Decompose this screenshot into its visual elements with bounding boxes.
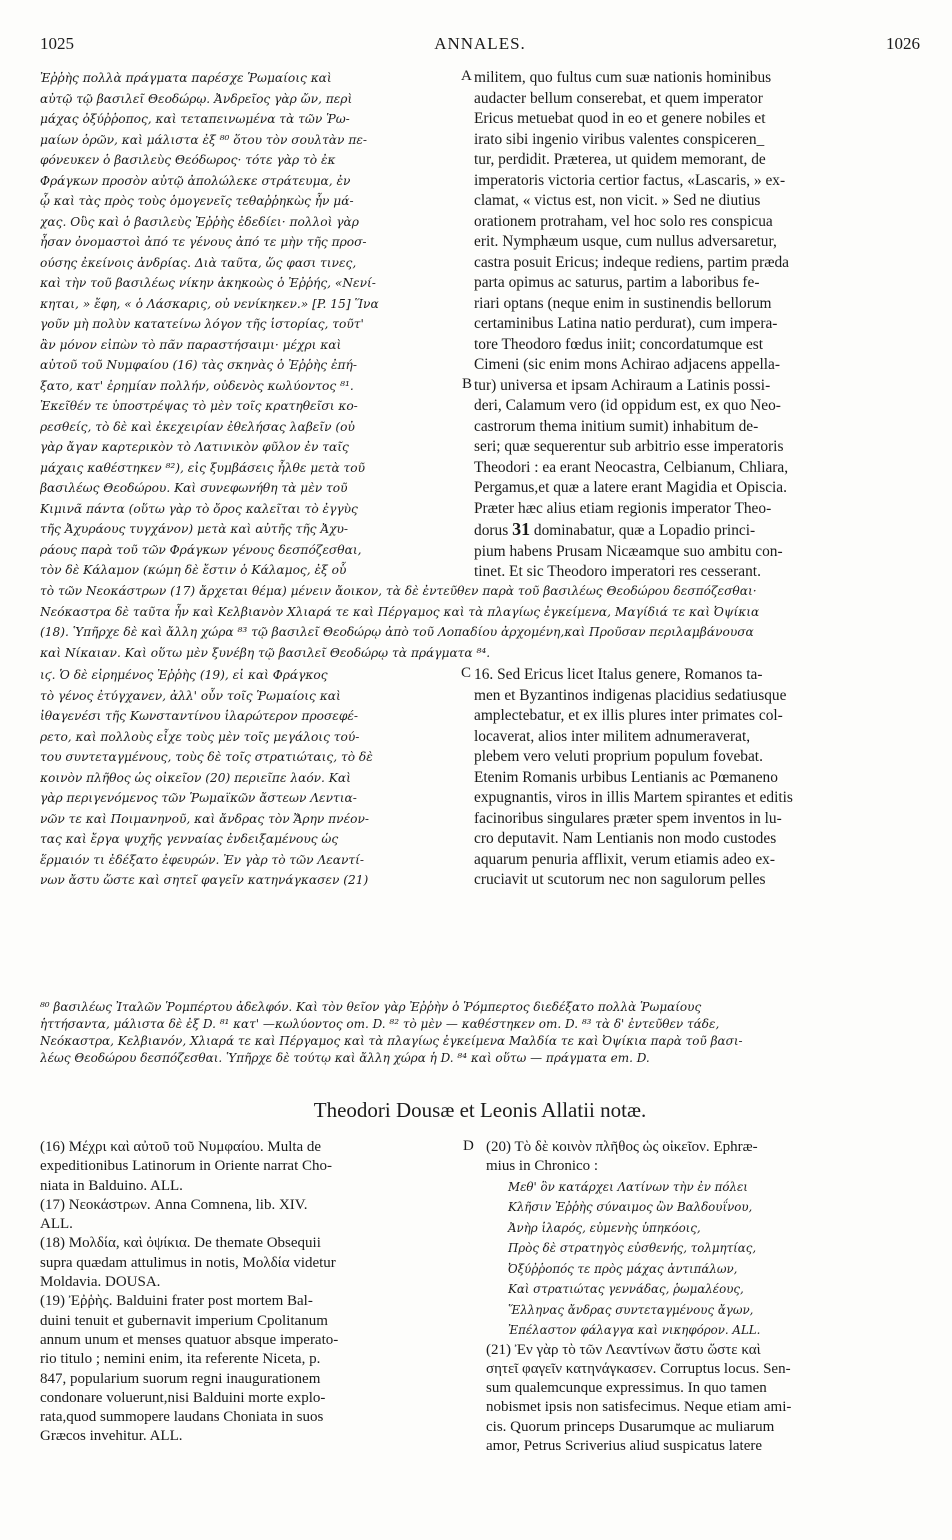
greek-text-line: Ἐῤῥὴς πολλὰ πράγματα παρέσχε Ῥωμαίοις καὶ <box>40 71 332 85</box>
latin-text-line: aquarum penuria afflixit, verum etiamis adeo ex- <box>474 850 776 868</box>
note-line: amor, Petrus Scriverius aliud suspicatus latere <box>486 1438 762 1455</box>
note-line: duini tenuit et gubernavit imperium Cpolitanum <box>40 1312 328 1329</box>
margin-marker-c: C <box>461 665 472 681</box>
greek-text-line: γοῦν μὴ πολὺν κατατείνω λόγον τῆς ἱστορίας, τοῦτ' <box>40 317 364 331</box>
latin-text-line: imperatoris victoria certior factus, «Lascaris, » ex- <box>474 171 786 189</box>
note-line: sum qualemcunque expressimus. In quo tamen <box>486 1380 767 1397</box>
latin-text-line: cruciavit ut scutorum nec non sagulorum pelles <box>474 871 766 888</box>
latin-text-line: 16. Sed Ericus licet Italus genere, Romanos ta- <box>474 666 763 683</box>
greek-text-line: ἕρμαιόν τι ἐδέξατο ἐφευρών. Ἐν γὰρ τὸ τῶν Λεαντί- <box>40 852 365 867</box>
latin-text-line: castrorum thema initium sumit) inhabitum de- <box>474 417 759 435</box>
latin-text-line: Etenim Romanis urbibus Lentianis ac Pœmaneno <box>474 768 778 786</box>
latin-text-line: tur, perdidit. Præterea, ut quidem memorant, de <box>474 151 766 168</box>
poem-line: Ἀνὴρ ἱλαρός, εὐμενὴς ὑπηκόοις, <box>508 1220 701 1235</box>
greek-text-line: ιϛ. Ὁ δὲ εἰρημένος Ἐῤῥὴς (19), εἰ καὶ Φράγκος <box>40 668 328 682</box>
latin-text-line: castra posuit Ericus; indeque rediens, partim præda <box>474 253 789 271</box>
greek-text-line: ρεσθείς, τὸ δὲ καὶ ἐκεχειρίαν ἐθελήσας λαβεῖν (οὐ <box>40 419 355 434</box>
note-line: rata,quod summopere laudans Choniata in suos <box>40 1409 324 1426</box>
note-line: (17) Νεοκάστρων. Anna Comnena, lib. XIV. <box>40 1196 308 1213</box>
note-line: mius in Chronico : <box>486 1158 599 1175</box>
greek-text-line: Κιμινᾶ πάντα (οὕτω γὰρ τὸ ὄρος καλεῖται τὸ ἐγγὺς <box>40 501 358 516</box>
greek-text-line: ρετο, καὶ πολλοὺς εἶχε τοὺς μὲν τοῖς μεγάλοις τού- <box>40 729 360 744</box>
greek-full-width-lines <box>40 581 920 663</box>
margin-marker-b: B <box>462 376 473 392</box>
greek-text-line: καὶ τὴν τοῦ βασιλέως νίκην ἀκηκοὼς ὁ Ἐῤῥής, «Νενί- <box>40 276 376 290</box>
latin-column-second <box>474 665 920 891</box>
greek-text-line: μάχαις καθέστηκεν ⁸²), εἰς ξυμβάσεις ἦλθε μετὰ τοῦ <box>40 460 366 475</box>
latin-text-line: parta opimus ac saturus, partim a laboribus fe- <box>474 274 760 291</box>
greek-text-line: βασιλέως Θεοδώρου. Καὶ συνεφωνήθη τὰ μὲν τοῦ <box>40 481 348 495</box>
greek-text-line: ράους παρὰ τοῦ τῶν Φράγκων γένους δεσπόζεσθαι, <box>40 542 362 557</box>
greek-column-second <box>40 665 458 891</box>
note-line: rio titulo ; nemini enim, ita referente Niceta, p. <box>40 1351 321 1368</box>
greek-text-line: μάχας ὀξύῤῥοπος, καὶ τεταπεινωμένα τὰ τῶν Ῥω- <box>40 112 350 126</box>
latin-text-line: irato sibi ingenio viribus valentes conspiceren_ <box>474 130 765 148</box>
poem-line: Πρὸς δὲ στρατηγὸς εὐσθενής, τολμητίας, <box>508 1241 757 1256</box>
note-line: Græcos invehitur. ALL. <box>40 1428 183 1445</box>
greek-text-line: του συντεταγμένους, τοὺς δὲ τοῖς στρατιώταις, τὸ δὲ <box>40 750 373 764</box>
greek-text-line: ἰθαγενέσι τῆς Κωνσταντίνου ἱλαρώτερον προσεφέ- <box>40 709 359 723</box>
greek-text-line: φόνευκεν ὁ βασιλεὺς Θεόδωρος· τότε γὰρ τὸ ἐκ <box>40 153 336 167</box>
column-number-31: 31 <box>512 519 531 539</box>
note-line: 847, popularium suorum regni inaugurationem <box>40 1370 321 1387</box>
greek-text-line: κηται, » ἔφη, « ὁ Λάσκαρις, οὐ νενίκηκεν.» [P. 15] Ἵνα <box>40 296 379 311</box>
latin-text-line: clamat, « victus est, non vicit. » Sed ne diutius <box>474 192 761 209</box>
greek-full-line: Νεόκαστρα δὲ ταῦτα ἦν καὶ Κελβιανὸν Χλιαρά τε καὶ Πέργαμος καὶ τὰ πλαγίως ἐγκείμενα, Μαγίδιά τε καὶ Ὀψίκια <box>40 604 760 619</box>
latin-column-top <box>474 68 920 583</box>
greek-full-line: τὸ τῶν Νεοκάστρων (17) ἄρχεται θέμα) μένειν ἄοικον, τὰ δὲ ἐντεῦθεν παρὰ τοῦ βασιλέως Θεοδώρου δεσπόζεσθαι· <box>40 584 757 598</box>
latin-text-line: Pergamus,et quæ a latere erant Magidia et Opiscia. <box>474 479 787 496</box>
notes-right-column <box>486 1138 920 1456</box>
greek-full-line: καὶ Νίκαιαν. Καὶ οὕτω μὲν ξυνέβη τῷ βασιλεῖ Θεοδώρῳ τὰ πράγματα ⁸⁴. <box>40 645 491 660</box>
latin-text-line: tur) universa et ipsam Achiraum a Latinis possi- <box>474 376 771 394</box>
apparatus-line: ἡττήσαντα, μάλιστα δὲ ἐξ D. ⁸¹ κατ' —κωλύοντος om. D. ⁸² τὸ μὲν — καθέστηκεν om. D. ⁸³ τὰ δ' ἐντεῦθεν τάδε, <box>40 1017 720 1031</box>
greek-text-line: αὐτοῦ τοῦ Νυμφαίου (16) τὰς σκηνὰς ὁ Ἐῤῥὴς ἐπή- <box>40 358 357 372</box>
greek-text-line: τας καὶ ἔργα ψυχῆς γενναίας ἐνδειξαμένους ὡς <box>40 832 339 846</box>
critical-apparatus <box>40 999 920 1067</box>
greek-text-line: νων ἄστυ ὥστε καὶ σητεῖ φαγεῖν κατηνάγκασεν (21) <box>40 873 369 887</box>
note-line: supra quædam attulimus in notis, Μολδία videtur <box>40 1254 336 1271</box>
poem-line: Ἕλληνας ἄνδρας συντεταγμένους ἄγων, <box>508 1302 754 1317</box>
poem-line: Καὶ στρατιώτας γεννάδας, ῥωμαλέους, <box>508 1282 744 1297</box>
right-page-number: 1026 <box>886 34 920 53</box>
greek-text-line: ξατο, κατ' ἐρημίαν πολλήν, οὐδενὸς κωλύοντος ⁸¹. <box>40 378 354 393</box>
greek-text-line: μαίων ὁρῶν, καὶ μάλιστα ἐξ ⁸⁰ ὅτου τὸν σουλτὰν πε- <box>40 132 367 147</box>
latin-text-line: erit. Nymphæum usque, cum nullus adversaretur, <box>474 233 777 250</box>
latin-text-line: locaverat, alios inter militem adnumeraverat, <box>474 727 751 745</box>
note-line: niata in Balduino. ALL. <box>40 1177 183 1194</box>
latin-text-line: audacter bellum conserebat, et quem imperator <box>474 89 763 107</box>
poem-line: Μεθ' ὃν κατάρχει Λατίνων τὴν ἐν πόλει <box>508 1179 748 1194</box>
latin-text-line: Theodori : ea erant Neocastra, Celbianum, Chliara, <box>474 458 789 476</box>
latin-text-line: Cimeni (sic enim mons Achirao adjacens appella- <box>474 356 781 373</box>
note-line: expeditionibus Latinorum in Oriente narrat Cho- <box>40 1158 333 1175</box>
greek-text-line: ᾧ καὶ τὰς πρὸς τοὺς ὁμογενεῖς τεθαῤῥηκὼς ἦν μά- <box>40 194 354 208</box>
apparatus-line: Νεόκαστρα, Κελβιανόν, Χλιαρά τε καὶ Πέργαμος καὶ τὰ πλαγίως ἐγκείμενα Μαλδία τε καὶ Ὀψίκια παρὰ τοῦ βασι- <box>40 1034 743 1048</box>
greek-text-line: τῆς Ἀχυράους τυγχάνον) μετὰ καὶ αὐτῆς τῆς Ἀχυ- <box>40 522 349 536</box>
note-line: (20) Τὸ δὲ κοινὸν πλῆθος ὡς οἰκεῖον. Ephræ- <box>486 1139 758 1155</box>
greek-text-line: αὐτῷ τῷ βασιλεῖ Θεοδώρῳ. Ἀνδρεῖος γὰρ ὤν, περὶ <box>40 91 353 106</box>
note-line: (19) Ἐῤῥὴς. Balduini frater post mortem Bal- <box>40 1293 313 1310</box>
latin-text-line: orationem protraham, vel hoc solo res conspicua <box>474 212 773 230</box>
greek-text-line: κοινὸν πλῆθος ὡς οἰκεῖον (20) περιεῖπε λαόν. Καὶ <box>40 770 351 785</box>
greek-text-line: ἂν μόνον εἰπὼν τὸ πᾶν παραστήσαιμι· μέχρι καὶ <box>40 337 342 352</box>
greek-text-line: νῶν τε καὶ Ποιμανηνοῦ, καὶ ἄνδρας τὸν Ἄρην πνέον- <box>40 811 369 826</box>
latin-text-line: facinoribus singulares præter spem inventos in lu- <box>474 809 782 827</box>
latin-text-line: plebem vero veluti proprium populum fovebat. <box>474 748 763 765</box>
latin-text-line: tinet. Et sic Theodoro imperatori res cesserant. <box>474 563 761 580</box>
greek-text-line: χας. Οὓς καὶ ὁ βασιλεὺς Ἐῤῥὴς ἐδεδίει· πολλοὶ γὰρ <box>40 214 359 229</box>
greek-text-line: γὰρ περιγενόμενος τῶν Ῥωμαϊκῶν ἄστεων Λεντια- <box>40 791 357 805</box>
greek-text-line: ούσης ἐκείνοις ἀνδρίας. Διὰ ταῦτα, ὥς φασι τινες, <box>40 255 357 270</box>
note-line: annum unum et menses quatuor absque imperato- <box>40 1331 339 1348</box>
note-line: condonare voluerunt,nisi Balduini morte explo- <box>40 1389 326 1406</box>
latin-text-line: cro deputavit. Nam Lentianis non modo custodes <box>474 830 777 847</box>
note-line: σητεῖ φαγεῖν κατηνάγκασεν. Corruptus locus. Sen- <box>486 1360 791 1377</box>
page-header <box>40 34 920 56</box>
greek-text-line: τὸ γένος ἐτύγχανεν, ἀλλ' οὖν τοῖς Ῥωμαίοις καὶ <box>40 688 341 703</box>
apparatus-line: λέως Θεοδώρου δεσπόζεσθαι. Ὑπῆρχε δὲ τούτῳ καὶ ἄλλη χώρα ἡ D. ⁸⁴ καὶ οὕτω — πράγματα em. D. <box>40 1051 650 1065</box>
greek-text-line: ἦσαν ὀνομαστοὶ ἀπό τε γένους ἀπό τε μὴν τῆς προσ- <box>40 235 367 249</box>
notes-left-column <box>40 1138 460 1447</box>
latin-text-line: Præter hæc alius etiam regionis imperator Theo- <box>474 499 772 517</box>
note-line: (18) Μολδία, καὶ ὀψίκια. De themate Obsequii <box>40 1235 321 1252</box>
poem-line: Ἐπέλαστον φάλαγγα καὶ νικηφόρον. ALL. <box>508 1323 761 1338</box>
note-line: (21) Ἐν γὰρ τὸ τῶν Λεαντίνων ἄστυ ὥστε καὶ <box>486 1341 761 1358</box>
greek-text-line: γὰρ ἄγαν καρτερικὸν τὸ Λατινικὸν φῦλον ἐν ταῖς <box>40 440 349 454</box>
latin-text-line: militem, quo fultus cum suæ nationis hominibus <box>474 69 772 86</box>
running-title: ANNALES. <box>434 34 526 53</box>
note-line: ALL. <box>40 1216 73 1233</box>
note-line: Moldavia. DOUSA. <box>40 1274 161 1291</box>
note-line: (16) Μέχρι καὶ αὐτοῦ τοῦ Νυμφαίου. Multa de <box>40 1139 322 1155</box>
greek-full-line: (18). Ὑπῆρχε δὲ καὶ ἄλλη χώρα ⁸³ τῷ βασιλεῖ Θεοδώρῳ ἀπὸ τοῦ Λοπαδίου ἀρχομένη,καὶ Προῦσαν περιλαμβάνουσα <box>40 625 754 639</box>
latin-text-line: pium habens Prusam Nicæamque suo ambitu con- <box>474 542 783 560</box>
notes-title: Theodori Dousæ et Leonis Allatii notæ. <box>313 1098 647 1122</box>
latin-text-line: Ericus metuebat quod in eo et genere nobiles et <box>474 110 766 127</box>
latin-text-line: expugnantis, viros in illis Martem spirantes et editis <box>474 789 793 806</box>
greek-column-top <box>40 68 458 581</box>
latin-text-line: tore Theodoro fœdus iniit; concordatumque est <box>474 335 764 353</box>
latin-text-line: seri; quæ sequerentur sub arbitrio esse imperatoris <box>474 438 784 455</box>
greek-text-line: Φράγκων προσὸν αὐτῷ ἀπολώλεκε στράτευμα, ἐν <box>40 173 351 188</box>
latin-text-line: certaminibus Latina natio perdurat), cum impera- <box>474 315 778 332</box>
margin-marker-d: D <box>463 1138 474 1154</box>
left-page-number: 1025 <box>40 34 74 53</box>
latin-text-line: dorus 31 dominabatur, quæ a Lopadio princi- <box>474 519 756 539</box>
poem-line: Ὀξύῤῥοπός τε πρὸς μάχας ἀντιπάλων, <box>508 1261 738 1276</box>
latin-text-line: amplectebatur, et ex illis plures inter primates col- <box>474 707 783 724</box>
latin-text-line: riari optans (neque enim in sustinendis bellorum <box>474 294 772 312</box>
note-line: nobismet ipsis non satisfecimus. Neque etiam ami- <box>486 1399 792 1416</box>
latin-text-line: deri, Calamum vero (id oppidum est, ex quo Neo- <box>474 397 781 414</box>
note-line: cis. Quorum princeps Dusarumque ac muliarum <box>486 1418 775 1435</box>
margin-marker-a: A <box>461 68 472 84</box>
apparatus-line: ⁸⁰ βασιλέως Ἰταλῶν Ῥομπέρτου ἀδελφόν. Καὶ τὸν θεῖον γὰρ Ἐῤῥὴν ὁ Ῥόμπερτος διεδέξατο πολλὰ Ῥωμαίους <box>40 1000 702 1014</box>
greek-text-line: Ἐκεῖθέν τε ὑποστρέψας τὸ μὲν τοῖς κρατηθεῖσι κο- <box>40 399 358 413</box>
poem-line: Κλῆσιν Ἐῤῥὴς σύναιμος ὢν Βαλδουΐνου, <box>508 1200 753 1215</box>
latin-text-line: men et Byzantinos indigenas placidius sedatiusque <box>474 686 787 704</box>
greek-text-line: τὸν δὲ Κάλαμον (κώμη δὲ ἔστιν ὁ Κάλαμος, ἐξ οὗ <box>40 563 347 577</box>
